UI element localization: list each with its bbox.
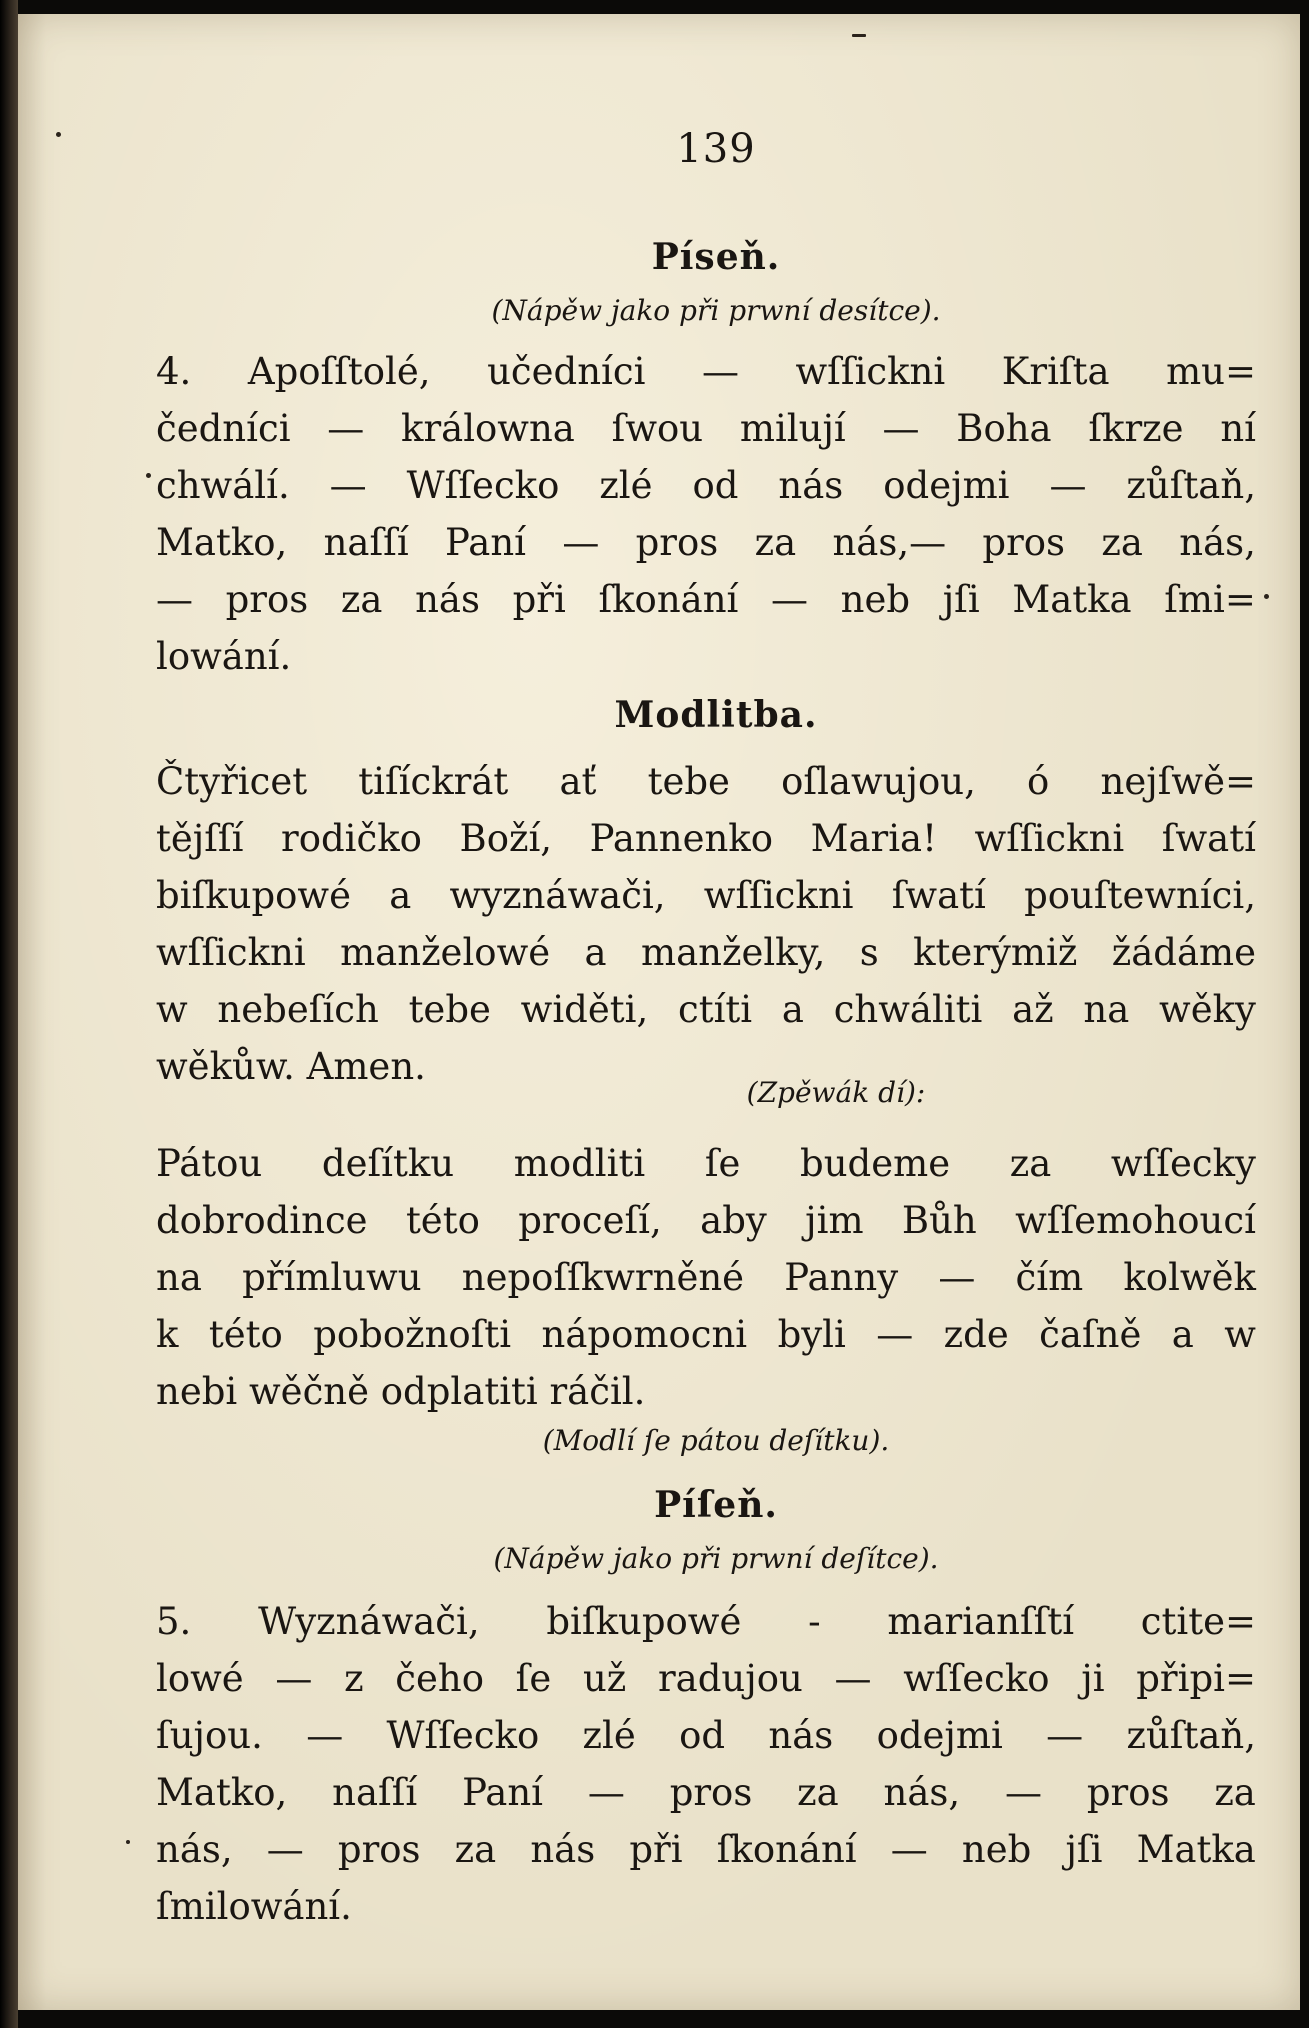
verse-4-line-3	[156, 464, 1256, 507]
word: —	[329, 464, 367, 507]
verse-5-line-2	[156, 1657, 1256, 1700]
word: —	[275, 1657, 313, 1700]
word: Matka	[1012, 578, 1132, 621]
book-page	[18, 14, 1300, 2010]
pray-decade-note: (Modlí ſe pátou deſítku).	[542, 1424, 890, 1457]
word: —	[938, 1256, 976, 1299]
word: při	[629, 1828, 683, 1871]
word: a	[389, 874, 412, 917]
verse-4-line-6	[156, 635, 1256, 678]
word: zůſtaň,	[1126, 1714, 1256, 1757]
word: marianſſtí	[887, 1600, 1075, 1643]
word: ať	[559, 760, 597, 803]
word: ó	[1027, 760, 1050, 803]
page-speck	[852, 34, 866, 37]
word: tebe	[408, 988, 491, 1031]
word: tebe	[647, 760, 730, 803]
verse-5-line-3	[156, 1714, 1256, 1757]
word: od	[692, 464, 739, 507]
word: Paní	[462, 1771, 544, 1814]
word: Paní	[445, 521, 526, 564]
word: wſſecko	[903, 1657, 1050, 1700]
prayer-heading: Modlitba.	[614, 694, 818, 736]
word: radujou	[657, 1657, 803, 1700]
word: wſſickni	[974, 817, 1125, 860]
page-speck	[146, 473, 151, 478]
word: chwáliti	[833, 988, 983, 1031]
word: této	[405, 1199, 480, 1242]
word: pobožnoſti	[313, 1313, 512, 1356]
word: Wſſecko	[406, 464, 560, 507]
page-speck	[56, 132, 61, 137]
word: —	[771, 578, 809, 621]
word: jſi	[942, 578, 980, 621]
word: Bůh	[901, 1199, 977, 1242]
word: nás,—	[832, 521, 947, 564]
word: naſſí	[332, 1771, 418, 1814]
word: wěky	[1159, 988, 1256, 1031]
word: wſſecky	[1110, 1142, 1256, 1185]
word: —	[587, 1771, 625, 1814]
word: a	[781, 988, 804, 1031]
word: při	[512, 578, 566, 621]
word: ctite=	[1140, 1600, 1256, 1643]
word: nás	[778, 464, 844, 507]
decade-line-3	[156, 1256, 1256, 1299]
word: biſkupowé	[546, 1600, 742, 1643]
word: čeho	[395, 1657, 484, 1700]
word: za	[454, 1828, 497, 1871]
word: 4.	[156, 350, 192, 393]
word: pros	[225, 578, 309, 621]
word: deſítku	[321, 1142, 455, 1185]
word: —	[1049, 464, 1087, 507]
word: a	[584, 931, 607, 974]
word: připi=	[1136, 1657, 1256, 1700]
word: nás	[530, 1828, 596, 1871]
word: nás	[768, 1714, 834, 1757]
word: —	[882, 407, 920, 450]
word: za	[754, 521, 797, 564]
line-text: nebi wěčně odplatiti ráčil.	[156, 1370, 646, 1413]
word: pros	[1086, 1771, 1170, 1814]
word: wſſickni	[703, 874, 854, 917]
word: ſwou	[611, 407, 704, 450]
word: —	[890, 1828, 928, 1871]
word: zůſtaň,	[1126, 464, 1256, 507]
word: —	[266, 1828, 304, 1871]
word: Maria!	[810, 817, 937, 860]
word: Panny	[784, 1256, 899, 1299]
word: zlé	[599, 464, 653, 507]
word: ſe	[515, 1657, 552, 1700]
song-heading-1: Píseň.	[651, 236, 781, 278]
verse-5-line-6	[156, 1885, 1256, 1928]
word: pros	[982, 521, 1066, 564]
word: w	[156, 988, 188, 1031]
word: -	[808, 1600, 821, 1643]
word: nás,	[156, 1828, 233, 1871]
word: proceſí,	[518, 1199, 662, 1242]
word: —	[876, 1313, 914, 1356]
word: manželowé	[340, 931, 551, 974]
word: pros	[669, 1771, 753, 1814]
song-heading-2: Píſeň.	[654, 1484, 778, 1526]
prayer-line-1	[156, 760, 1256, 803]
word: wyznáwači,	[449, 874, 666, 917]
word: ſe	[704, 1142, 741, 1185]
word: ji	[1081, 1657, 1105, 1700]
word: ctíti	[677, 988, 753, 1031]
word: žádáme	[1111, 931, 1256, 974]
word: rodičko	[281, 817, 422, 860]
word: —	[1046, 1714, 1084, 1757]
word: Boha	[956, 407, 1052, 450]
word: chwálí.	[156, 464, 290, 507]
word: widěti,	[520, 988, 649, 1031]
word: —	[1005, 1771, 1043, 1814]
word: přímluwu	[242, 1256, 422, 1299]
word: až	[1012, 988, 1054, 1031]
word: lowé	[156, 1657, 244, 1700]
verse-4-line-1	[156, 350, 1256, 393]
word: neb	[961, 1828, 1032, 1871]
line-text: ſmilowání.	[156, 1885, 352, 1928]
word: 5.	[156, 1600, 192, 1643]
word: manželky,	[640, 931, 826, 974]
page-speck	[1264, 594, 1269, 599]
word: ſwatí	[1161, 817, 1256, 860]
word: zlé	[582, 1714, 636, 1757]
word: tějſſí	[156, 817, 244, 860]
prayer-line-2	[156, 817, 1256, 860]
verse-4-line-4	[156, 521, 1256, 564]
word: ſkrze	[1088, 407, 1184, 450]
word: —	[306, 1714, 344, 1757]
word: čaſně	[1039, 1313, 1142, 1356]
prayer-line-4	[156, 931, 1256, 974]
word: z	[344, 1657, 364, 1700]
word: w	[1224, 1313, 1256, 1356]
word: na	[156, 1256, 202, 1299]
page-number: 139	[676, 126, 756, 172]
word: Wſſecko	[386, 1714, 540, 1757]
word: Čtyřicet	[156, 760, 308, 803]
word: králowna	[401, 407, 575, 450]
word: této	[208, 1313, 283, 1356]
word: nás,	[883, 1771, 961, 1814]
word: nás	[415, 578, 480, 621]
word: ſujou.	[156, 1714, 263, 1757]
word: od	[679, 1714, 726, 1757]
word: naſſí	[323, 521, 409, 564]
word: Apoſſtolé,	[247, 350, 431, 393]
word: milují	[739, 407, 846, 450]
word: čím	[1015, 1256, 1084, 1299]
word: tiſíckrát	[358, 760, 509, 803]
prayer-line-5	[156, 988, 1256, 1031]
word: už	[582, 1657, 627, 1700]
word: —	[834, 1657, 872, 1700]
word: —	[156, 578, 193, 621]
word: nejſwě=	[1100, 760, 1256, 803]
word: nás,	[1179, 521, 1256, 564]
word: ſmi=	[1164, 578, 1256, 621]
word: oſlawujou,	[781, 760, 976, 803]
word: kolwěk	[1123, 1256, 1256, 1299]
word: —	[562, 521, 600, 564]
word: nápomocni	[541, 1313, 748, 1356]
word: aby	[700, 1199, 767, 1242]
page-speck	[126, 1840, 130, 1844]
melody-note-1: (Nápěw jako při prwní desítce).	[491, 294, 941, 327]
line-text: lowání.	[156, 635, 292, 678]
word: modliti	[513, 1142, 646, 1185]
word: pros	[337, 1828, 421, 1871]
word: za	[797, 1771, 839, 1814]
word: Matko,	[156, 1771, 288, 1814]
word: zde	[943, 1313, 1009, 1356]
word: Pátou	[156, 1142, 263, 1185]
word: wſſickni	[156, 931, 306, 974]
word: byli	[777, 1313, 846, 1356]
word: budeme	[800, 1142, 951, 1185]
word: mu=	[1166, 350, 1256, 393]
word: za	[1101, 521, 1143, 564]
word: nepoſſkwrněné	[461, 1256, 745, 1299]
melody-note-2: (Nápěw jako při prwní deſítce).	[493, 1542, 939, 1575]
line-text: wěkůw. Amen.	[156, 1045, 426, 1088]
word: odejmi	[883, 464, 1010, 507]
word: Pannenko	[589, 817, 773, 860]
word: a	[1171, 1313, 1194, 1356]
word: wſſemohoucí	[1015, 1199, 1256, 1242]
word: pros	[635, 521, 719, 564]
word: odejmi	[876, 1714, 1003, 1757]
word: za	[340, 578, 383, 621]
word: za	[1009, 1142, 1052, 1185]
word: —	[327, 407, 365, 450]
verse-5-line-5	[156, 1828, 1256, 1871]
verse-5-line-1	[156, 1600, 1256, 1643]
word: Boží,	[459, 817, 553, 860]
word: kterýmiž	[913, 931, 1078, 974]
verse-4-line-2	[156, 407, 1256, 450]
word: dobrodince	[156, 1199, 368, 1242]
singer-note: (Zpěwák dí):	[746, 1076, 926, 1109]
word: jim	[805, 1199, 864, 1242]
word: učedníci	[487, 350, 646, 393]
word: Matka	[1136, 1828, 1256, 1871]
decade-line-1	[156, 1142, 1256, 1185]
prayer-line-3	[156, 874, 1256, 917]
word: za	[1214, 1771, 1256, 1814]
word: ſkonání	[716, 1828, 857, 1871]
word: čedníci	[156, 407, 291, 450]
word: jſi	[1065, 1828, 1103, 1871]
word: ſkonání	[598, 578, 739, 621]
word: nebeſích	[217, 988, 379, 1031]
word: —	[701, 350, 739, 393]
decade-line-2	[156, 1199, 1256, 1242]
word: wſſickni	[795, 350, 946, 393]
word: Matko,	[156, 521, 288, 564]
verse-5-line-4	[156, 1771, 1256, 1814]
word: neb	[840, 578, 911, 621]
word: k	[156, 1313, 179, 1356]
word: ſwatí	[891, 874, 986, 917]
book-spine	[0, 0, 18, 2028]
word: Kriſta	[1001, 350, 1110, 393]
word: na	[1083, 988, 1130, 1031]
word: s	[859, 931, 879, 974]
word: Wyznáwači,	[258, 1600, 480, 1643]
word: pouſtewníci,	[1024, 874, 1256, 917]
word: ní	[1220, 407, 1256, 450]
verse-4-line-5	[156, 578, 1256, 621]
decade-line-4	[156, 1313, 1256, 1356]
decade-line-5	[156, 1370, 1256, 1413]
word: biſkupowé	[156, 874, 351, 917]
